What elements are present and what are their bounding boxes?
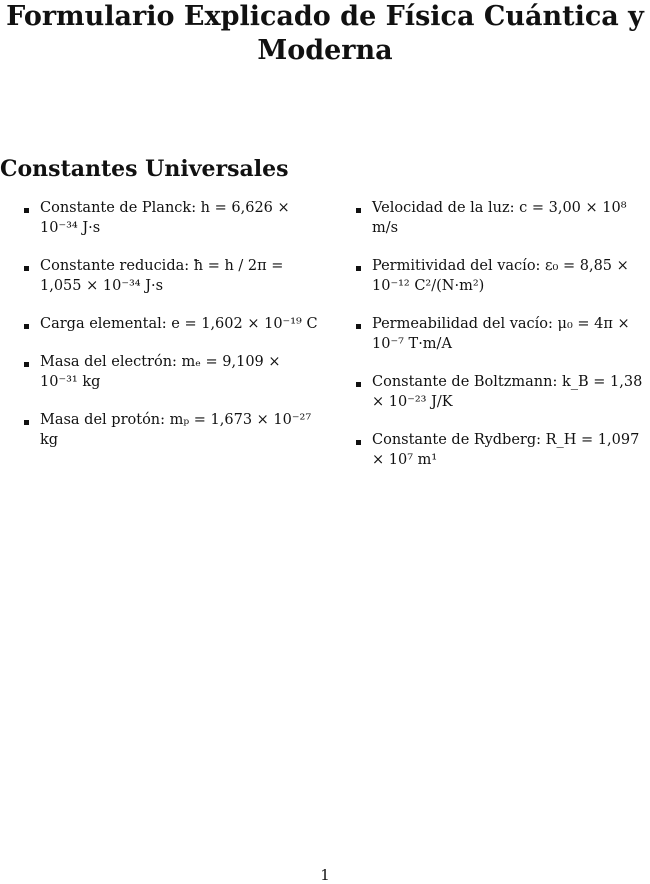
right-column [352,198,650,488]
bullet-icon [24,362,29,367]
constant-text: Constante de Boltzmann: k_B = 1,38 × 10⁻²³ J/K [372,374,643,410]
bullet-icon [24,324,29,329]
bullet-icon [24,266,29,271]
list-item [20,352,320,392]
constant-text: Masa del protón: mₚ = 1,673 × 10⁻²⁷ kg [40,412,312,448]
list-item [352,198,650,238]
constant-text: Constante de Planck: h = 6,626 × 10⁻³⁴ J·s [40,200,290,236]
constant-text: Permeabilidad del vacío: μ₀ = 4π × 10⁻⁷ T·m/A [372,316,630,352]
bullet-icon [24,420,29,425]
bullet-icon [356,266,361,271]
bullet-icon [356,208,361,213]
page-title: Formulario Explicado de Física Cuántica y Moderna [6,1,644,66]
bullet-icon [356,440,361,445]
left-column [20,198,320,468]
constant-text: Constante de Rydberg: R_H = 1,097 × 10⁷ m¹ [372,432,640,468]
bullet-icon [356,324,361,329]
list-item [20,198,320,238]
list-item [20,410,320,450]
bullet-icon [356,382,361,387]
list-item [20,256,320,296]
list-item [352,314,650,354]
bullet-icon [24,208,29,213]
list-item [352,372,650,412]
constant-text: Masa del electrón: mₑ = 9,109 × 10⁻³¹ kg [40,354,281,390]
list-item [352,430,650,470]
page-number: 1 [320,866,330,884]
list-item [352,256,650,296]
constant-text: Constante reducida: ħ = h / 2π = 1,055 × 10⁻³⁴ J·s [40,258,284,294]
list-item [20,314,320,334]
constant-text: Permitividad del vacío: ε₀ = 8,85 × 10⁻¹² C²/(N·m²) [372,258,629,294]
constant-text: Carga elemental: e = 1,602 × 10⁻¹⁹ C [40,316,318,332]
constant-text: Velocidad de la luz: c = 3,00 × 10⁸ m/s [372,200,627,236]
section-heading: Constantes Universales [0,156,289,182]
